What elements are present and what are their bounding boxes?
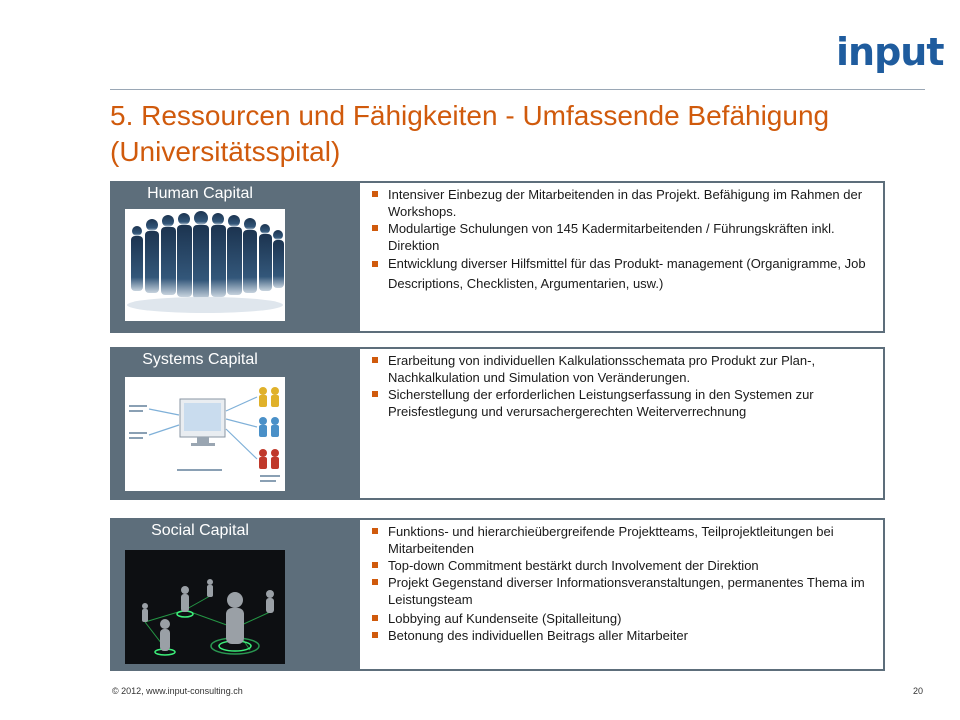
bullet-item: Top-down Commitment bestärkt durch Involvement der Direktion: [370, 557, 871, 574]
footer-copyright: © 2012, www.input-consulting.ch: [112, 686, 243, 696]
people-silhouettes-image: [125, 209, 285, 321]
bullet-item: Funktions- und hierarchieübergreifende Projektteams, Teilprojektleitungen bei Mitarbeitenden: [370, 523, 871, 557]
section-label: Systems Capital: [142, 351, 258, 368]
section-label-panel: [110, 181, 362, 333]
bullet-item: Betonung des individuellen Beitrags aller Mitarbeiter: [370, 627, 871, 644]
bullet-item: Sicherstellung der erforderlichen Leistungserfassung in den Systemen zur Preisfestlegung und verursachergerechten Weiterverrechnung: [370, 386, 871, 420]
section-content-panel: [360, 518, 885, 671]
section-label-panel: [110, 347, 362, 500]
section-systems-capital: [110, 347, 888, 500]
bullet-list: [360, 183, 883, 294]
bullet-square-icon: [372, 391, 378, 397]
network-people-image: [125, 550, 285, 664]
system-diagram-image: [125, 377, 285, 491]
bullet-square-icon: [372, 357, 378, 363]
bullet-square-icon: [372, 562, 378, 568]
section-human-capital: [110, 181, 888, 333]
bullet-item: Lobbying auf Kundenseite (Spitalleitung): [370, 610, 871, 627]
bullet-item: Erarbeitung von individuellen Kalkulationsschemata pro Produkt zur Plan-, Nachkalkulation und Simulation von Veränderungen.: [370, 352, 871, 386]
bullet-square-icon: [372, 615, 378, 621]
bullet-square-icon: [372, 632, 378, 638]
bullet-square-icon: [372, 191, 378, 197]
section-social-capital: [110, 518, 888, 671]
section-content-panel: [360, 347, 885, 500]
section-label: Human Capital: [147, 185, 253, 202]
section-label: Social Capital: [151, 522, 249, 539]
bullet-square-icon: [372, 528, 378, 534]
footer-page-number: 20: [913, 686, 924, 696]
bullet-list: [360, 520, 883, 644]
bullet-item: Projekt Gegenstand diverser Informationsveranstaltungen, permanentes Thema im Leistungsteam: [370, 574, 871, 608]
section-content-panel: [360, 181, 885, 333]
bullet-item: Intensiver Einbezug der Mitarbeitenden in das Projekt. Befähigung im Rahmen der Workshops.: [370, 186, 871, 220]
bullet-square-icon: [372, 225, 378, 231]
bullet-list: [360, 349, 883, 420]
bullet-item: Entwicklung diverser Hilfsmittel für das Produkt- management (Organigramme, Job Descriptions, Checklisten, Argumentarien, usw.): [370, 254, 871, 294]
company-logo: input: [836, 30, 944, 74]
bullet-square-icon: [372, 579, 378, 585]
header-divider: [110, 89, 925, 90]
bullet-item: Modulartige Schulungen von 145 Kadermitarbeitenden / Führungskräften inkl. Direktion: [370, 220, 871, 254]
slide-title: 5. Ressourcen und Fähigkeiten - Umfassende Befähigung (Universitätsspital): [110, 100, 830, 167]
bullet-square-icon: [372, 261, 378, 267]
section-label-panel: [110, 518, 362, 671]
